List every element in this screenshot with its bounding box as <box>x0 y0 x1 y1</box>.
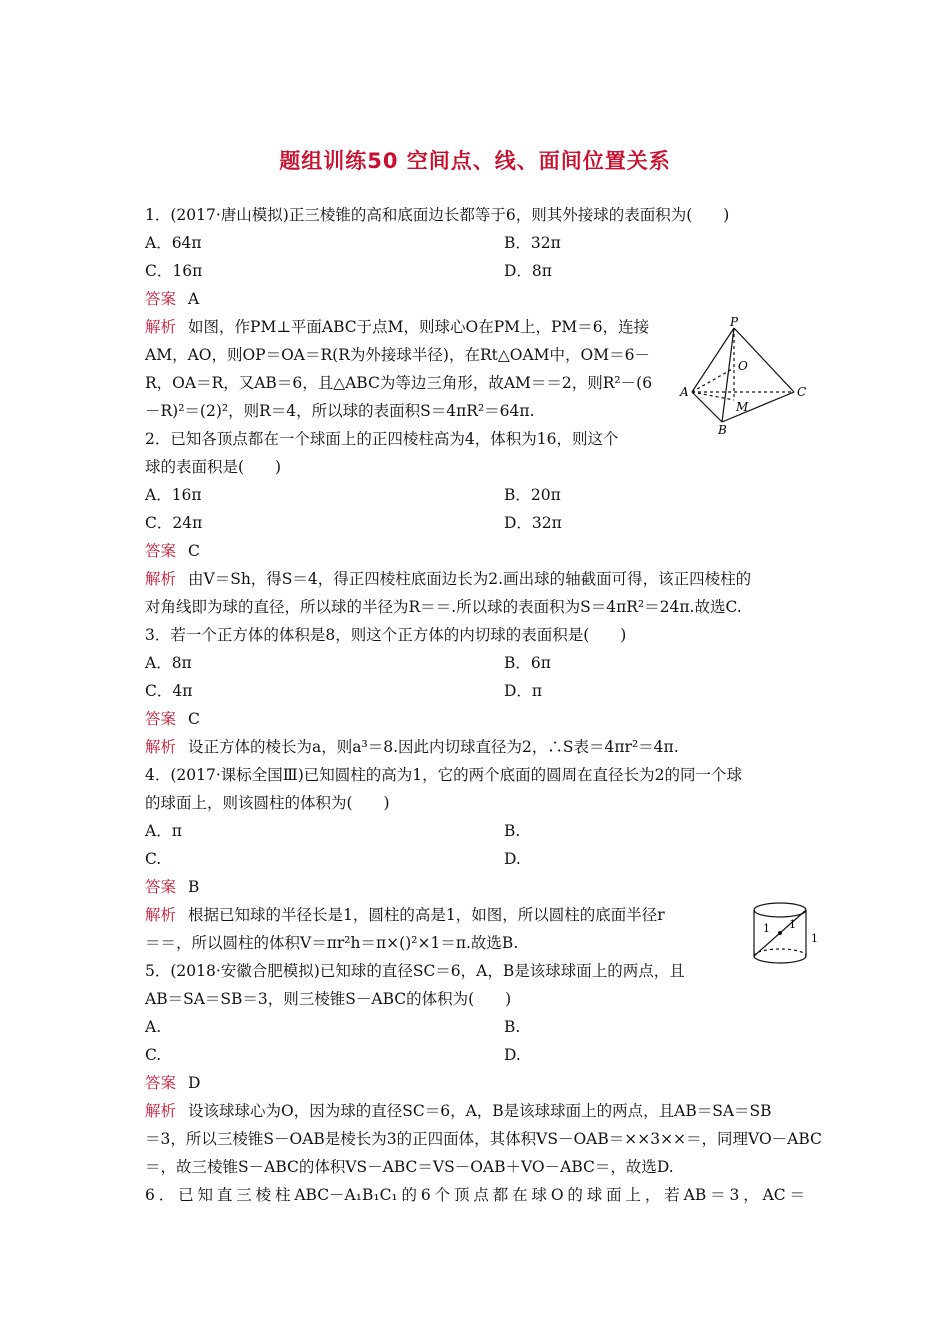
q1-stem: 1．(2017·唐山模拟)正三棱锥的高和底面边长都等于6，则其外接球的表面积为( ) <box>145 206 730 224</box>
q4-analysis-line-1: 根据已知球的半径长是1，圆柱的高是1，如图，所以圆柱的底面半径r <box>188 906 665 924</box>
q3-analysis: 设正方体的棱长为a，则a³＝8.因此内切球直径为2，∴S表＝4πr²＝4π. <box>188 738 679 756</box>
q1-analysis-line-1: 如图，作PM⊥平面ABC于点M，则球心O在PM上，PM＝6，连接 <box>188 318 650 336</box>
q6-stem: 6．已知直三棱柱ABC－A₁B₁C₁的6个顶点都在球O的球面上，若AB＝3，AC＝ <box>145 1186 805 1204</box>
fig1-label-p: P <box>730 316 739 329</box>
q4-stem-line-1: 4．(2017·课标全国Ⅲ)已知圆柱的高为1，它的两个底面的圆周在直径长为2的同一个球 <box>145 766 743 784</box>
fig2-label-1-left: 1 <box>763 922 770 935</box>
q5-analysis-line-1: 设该球球心为O，因为球的直径SC＝6，A，B是该球球面上的两点，且AB＝SA＝SB <box>188 1102 772 1120</box>
fig1-label-o: O <box>738 359 748 373</box>
q5-answer: D <box>188 1074 201 1092</box>
q2-option-d: D．32π <box>504 514 562 532</box>
q2-analysis-row <box>145 569 751 589</box>
answer-label: 答案 <box>145 290 177 308</box>
q4-stem-line-2: 的球面上，则该圆柱的体积为( ) <box>145 794 390 812</box>
analysis-label: 解析 <box>145 318 177 336</box>
q5-option-b: B. <box>504 1018 521 1036</box>
q4-analysis-row <box>145 905 665 925</box>
q1-analysis-row <box>145 317 649 337</box>
q1-option-a: A．64π <box>145 234 202 252</box>
answer-label: 答案 <box>145 542 177 560</box>
analysis-label: 解析 <box>145 570 177 588</box>
q4-option-b: B. <box>504 822 521 840</box>
q4-analysis-line-2: ＝＝，所以圆柱的体积V＝πr²h＝π×()²×1＝π.故选B. <box>145 934 519 952</box>
q2-stem-line-1: 2．已知各顶点都在一个球面上的正四棱柱高为4，体积为16，则这个 <box>145 430 619 448</box>
q3-answer-row <box>145 709 200 729</box>
q2-option-c: C．24π <box>145 514 203 532</box>
q1-option-b: B．32π <box>504 234 561 252</box>
q5-analysis-line-2: ＝3，所以三棱锥S－OAB是棱长为3的正四面体，其体积VS－OAB＝××3××＝，同理VO－ABC <box>145 1130 822 1148</box>
q4-option-c: C. <box>145 850 162 868</box>
fig1-label-a: A <box>680 385 689 399</box>
q1-answer-row <box>145 289 199 309</box>
q3-stem: 3．若一个正方体的体积是8，则这个正方体的内切球的表面积是( ) <box>145 626 627 644</box>
q2-option-a: A．16π <box>145 486 202 504</box>
analysis-label: 解析 <box>145 1102 177 1120</box>
q2-stem-line-2: 球的表面积是( ) <box>145 458 282 476</box>
fig1-label-c: C <box>797 385 807 399</box>
page-title: 题组训练50 空间点、线、面间位置关系 <box>279 149 671 173</box>
q1-analysis-line-3: R，OA＝R，又AB＝6，且△ABC为等边三角形，故AM＝＝2，则R²－(6 <box>145 374 653 392</box>
q5-option-a: A. <box>145 1018 162 1036</box>
analysis-label: 解析 <box>145 738 177 756</box>
q5-option-c: C. <box>145 1046 162 1064</box>
q5-stem-line-1: 5．(2018·安徽合肥模拟)已知球的直径SC＝6，A，B是该球球面上的两点，且 <box>145 962 685 980</box>
q5-analysis-line-3: ＝，故三棱锥S－ABC的体积VS－ABC＝VS－OAB＋VO－ABC＝，故选D. <box>145 1158 674 1176</box>
q4-option-d: D. <box>504 850 521 868</box>
answer-label: 答案 <box>145 710 177 728</box>
q3-option-c: C．4π <box>145 682 193 700</box>
q5-analysis-row <box>145 1101 772 1121</box>
q1-option-d: D．8π <box>504 262 552 280</box>
cylinder-figure <box>745 898 820 970</box>
fig1-label-b: B <box>718 423 727 436</box>
q2-analysis-line-1: 由V＝Sh，得S＝4，得正四棱柱底面边长为2.画出球的轴截面可得，该正四棱柱的 <box>188 570 752 588</box>
q5-answer-row <box>145 1073 200 1093</box>
q3-analysis-row <box>145 737 679 757</box>
q2-answer: C <box>188 542 200 560</box>
q3-answer: C <box>188 710 200 728</box>
q1-answer: A <box>188 290 200 308</box>
q2-option-b: B．20π <box>504 486 561 504</box>
q3-option-b: B．6π <box>504 654 551 672</box>
q1-analysis-line-2: AM，AO，则OP＝OA＝R(R为外接球半径)，在Rt△OAM中，OM＝6－ <box>145 346 650 364</box>
pyramid-figure <box>672 316 812 436</box>
q5-stem-line-2: AB＝SA＝SB＝3，则三棱锥S－ABC的体积为( ) <box>145 990 512 1008</box>
fig2-label-1-mid: 1 <box>789 918 796 931</box>
fig2-label-1-right: 1 <box>811 932 818 945</box>
q1-option-c: C．16π <box>145 262 203 280</box>
q4-answer-row <box>145 877 199 897</box>
q3-option-d: D．π <box>504 682 543 700</box>
fig1-label-m: M <box>736 400 749 414</box>
q2-answer-row <box>145 541 200 561</box>
analysis-label: 解析 <box>145 906 177 924</box>
q4-option-a: A．π <box>145 822 182 840</box>
q5-option-d: D. <box>504 1046 521 1064</box>
answer-label: 答案 <box>145 878 177 896</box>
q4-answer: B <box>188 878 200 896</box>
answer-label: 答案 <box>145 1074 177 1092</box>
q1-analysis-line-4: －R)²＝(2)²，则R＝4，所以球的表面积S＝4πR²＝64π. <box>145 402 535 420</box>
q2-analysis-line-2: 对角线即为球的直径，所以球的半径为R＝＝.所以球的表面积为S＝4πR²＝24π.故选C. <box>145 598 742 616</box>
q3-option-a: A．8π <box>145 654 192 672</box>
